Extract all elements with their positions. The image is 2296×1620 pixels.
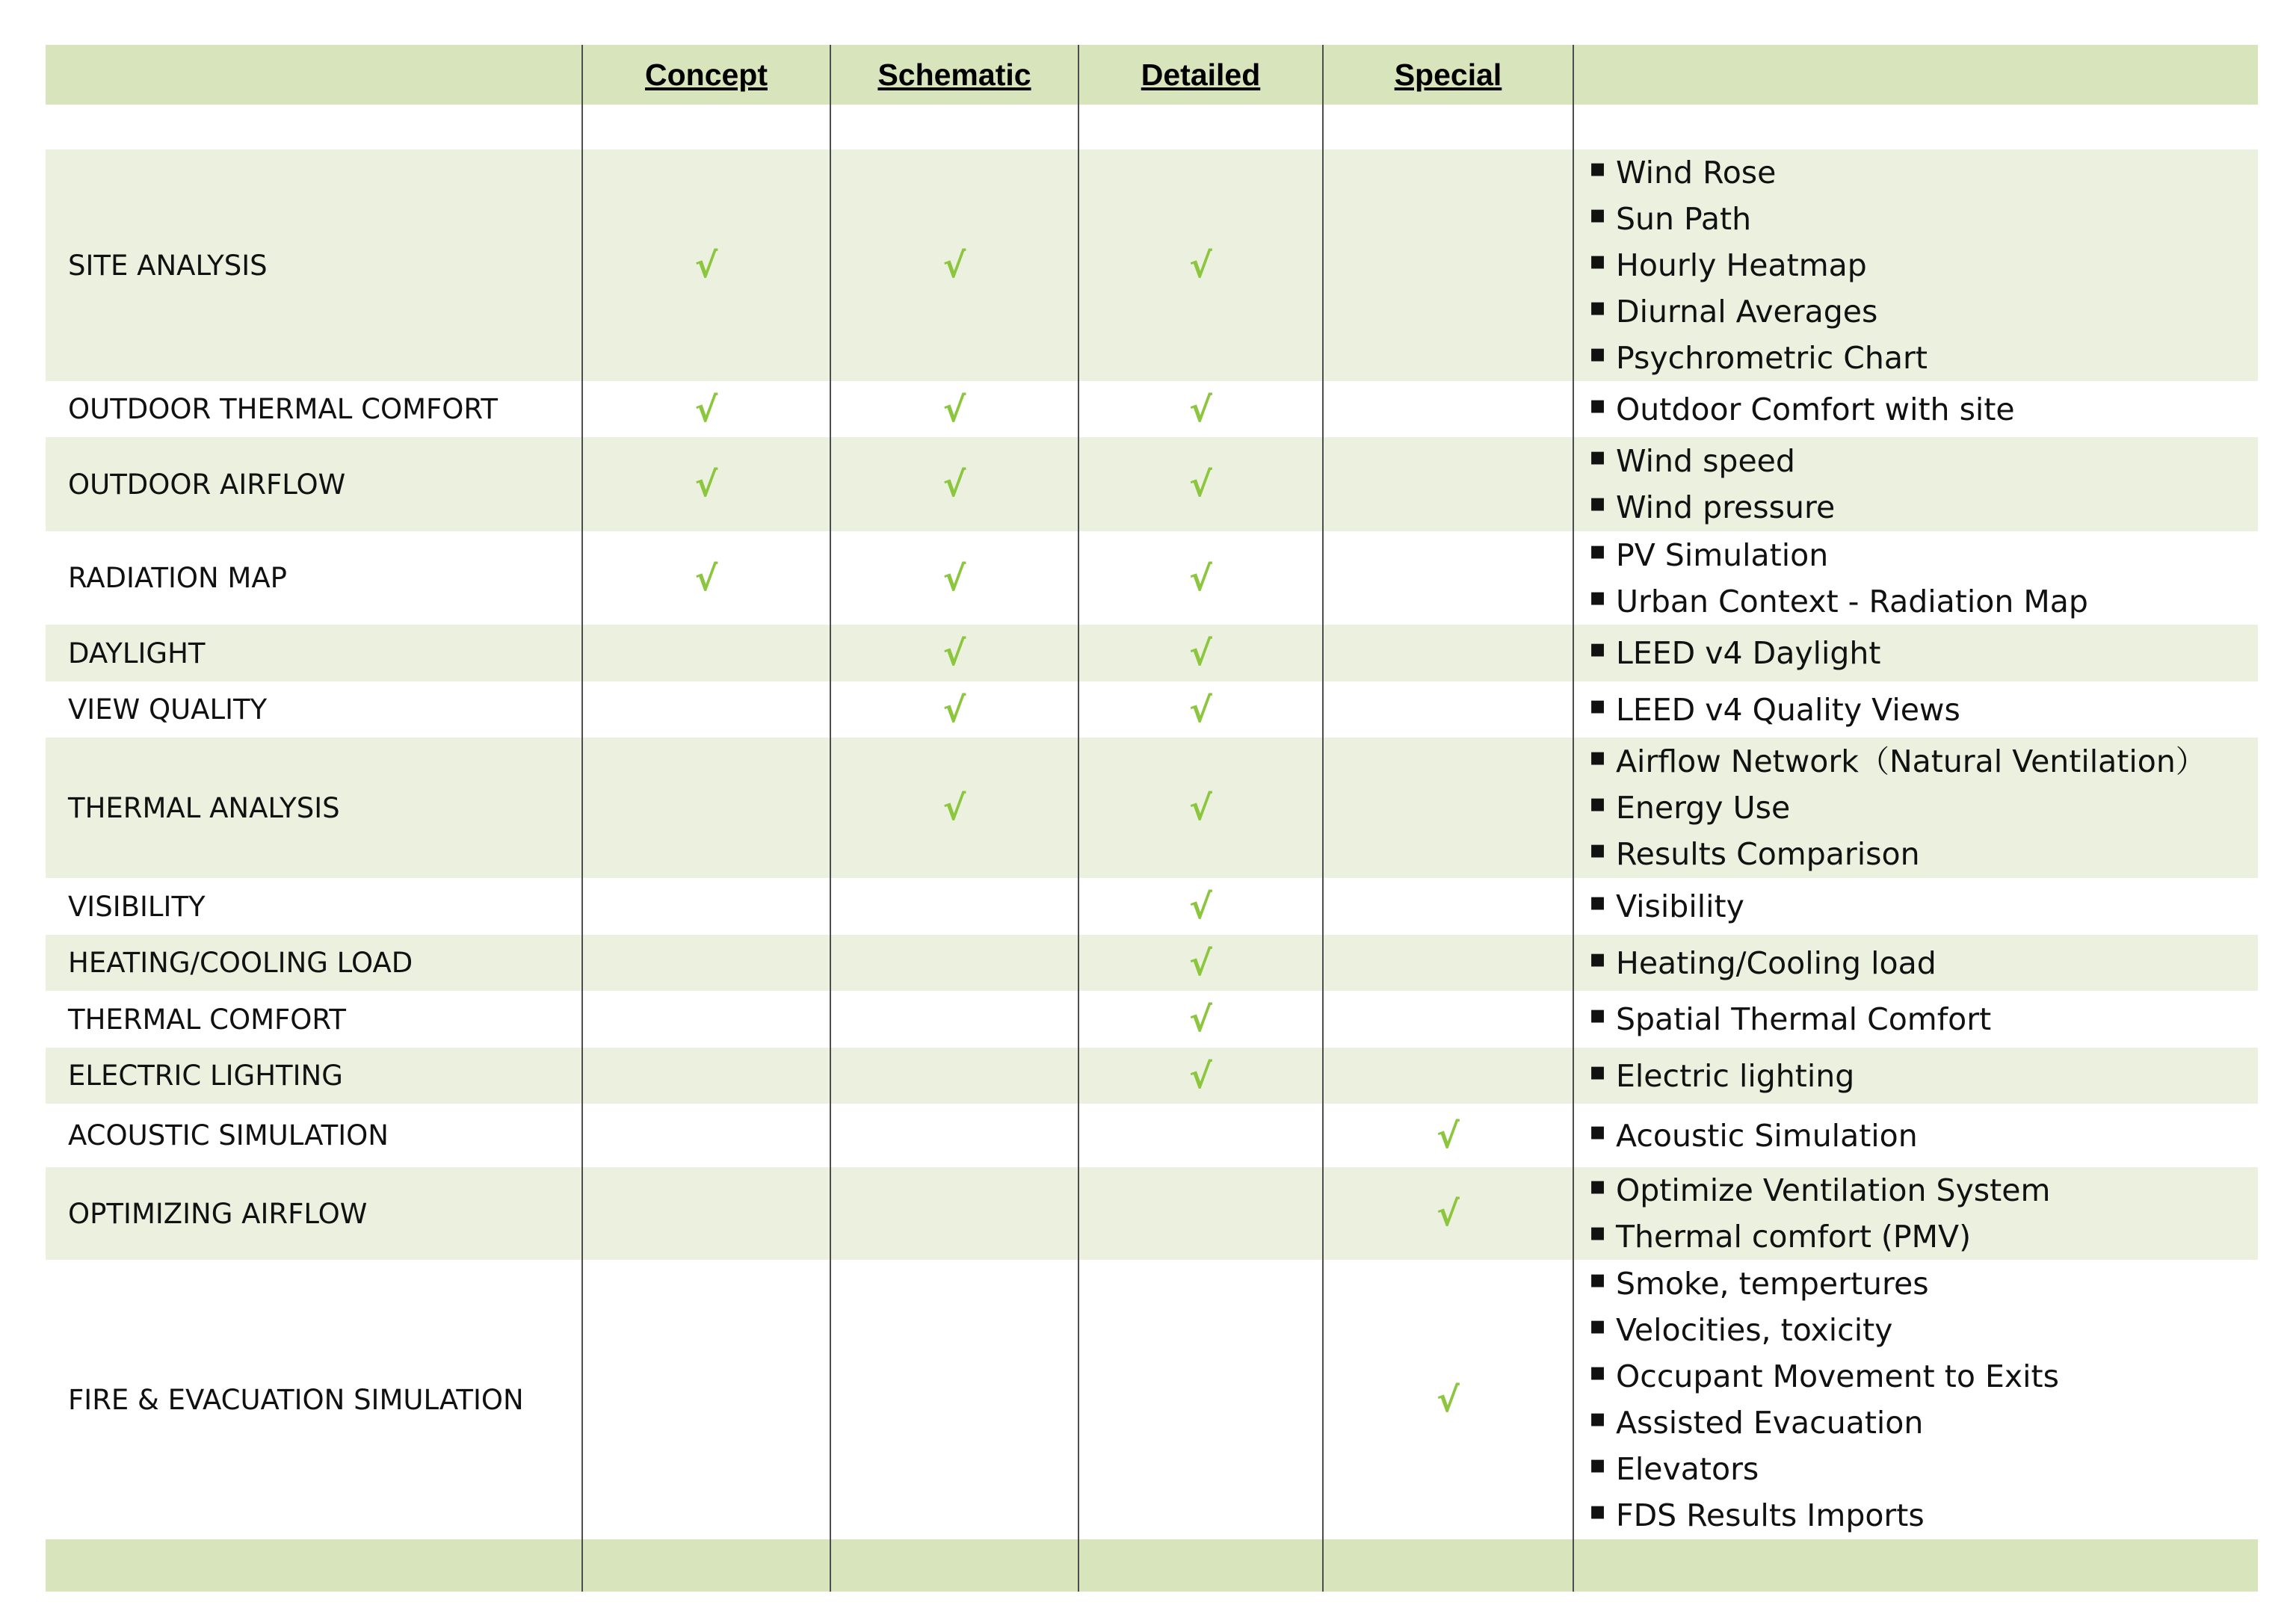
bullet-icon: ▪ xyxy=(1589,200,1607,229)
stage-cell-schematic xyxy=(830,1167,1078,1260)
header-tools xyxy=(1573,45,2258,105)
table-row xyxy=(46,149,2258,381)
table-row xyxy=(46,878,2258,935)
tools-cell xyxy=(1573,738,2258,878)
tool-item xyxy=(1589,196,2258,242)
tool-item xyxy=(1589,1400,2258,1446)
tool-label: Visibility xyxy=(1616,888,1744,924)
tool-item xyxy=(1589,1492,2258,1539)
checkmark-icon: √ xyxy=(1189,557,1212,599)
tool-item xyxy=(1589,288,2258,335)
checkmark-icon: √ xyxy=(942,633,966,673)
stage-cell-special xyxy=(1323,149,1573,381)
footer-cell xyxy=(1323,1539,1573,1592)
tool-label: Energy Use xyxy=(1616,790,1791,826)
stage-cell-detailed xyxy=(1078,681,1323,738)
tool-label: Velocities, toxicity xyxy=(1616,1312,1893,1348)
tool-label: Outdoor Comfort with site xyxy=(1616,391,2015,427)
stage-cell-concept xyxy=(582,625,830,681)
stage-cell-schematic xyxy=(830,1260,1078,1539)
analysis-name: OPTIMIZING AIRFLOW xyxy=(68,1197,368,1230)
stage-cell-schematic xyxy=(830,531,1078,625)
tool-item xyxy=(1589,1167,2258,1214)
checkmark-icon: √ xyxy=(1189,886,1212,927)
tool-label: Acoustic Simulation xyxy=(1616,1117,1918,1154)
stage-cell-schematic xyxy=(830,437,1078,531)
stage-cell-special xyxy=(1323,1048,1573,1104)
analysis-name: DAYLIGHT xyxy=(68,637,206,670)
stage-cell-schematic xyxy=(830,149,1078,381)
stage-cell-schematic xyxy=(830,625,1078,681)
table-row xyxy=(46,625,2258,681)
checkmark-icon: √ xyxy=(942,788,966,828)
bullet-icon: ▪ xyxy=(1589,389,1607,420)
spacer-cell xyxy=(1323,105,1573,149)
stage-cell-schematic xyxy=(830,381,1078,437)
bullet-icon: ▪ xyxy=(1589,1450,1607,1480)
stage-cell-concept xyxy=(582,1048,830,1104)
checkmark-icon: √ xyxy=(942,464,966,504)
spacer-cell xyxy=(1573,105,2258,149)
bullet-icon: ▪ xyxy=(1589,535,1607,566)
tools-cell xyxy=(1573,437,2258,531)
bullet-icon: ▪ xyxy=(1589,1357,1607,1387)
checkmark-icon: √ xyxy=(694,245,718,285)
footer-cell xyxy=(1573,1539,2258,1592)
tool-label: Wind speed xyxy=(1616,443,1795,479)
table-row xyxy=(46,1260,2258,1539)
stage-cell-special xyxy=(1323,1260,1573,1539)
tool-label: Heating/Cooling load xyxy=(1616,945,1937,981)
tools-cell xyxy=(1573,1048,2258,1104)
stage-cell-special xyxy=(1323,878,1573,935)
stage-cell-special xyxy=(1323,531,1573,625)
stage-cell-schematic xyxy=(830,878,1078,935)
checkmark-icon: √ xyxy=(1189,689,1212,730)
tool-label: Smoke, tempertures xyxy=(1616,1266,1929,1302)
tools-cell xyxy=(1573,681,2258,738)
stage-cell-detailed xyxy=(1078,935,1323,991)
stage-cell-schematic xyxy=(830,681,1078,738)
tool-item xyxy=(1589,996,2258,1042)
stage-cell-concept xyxy=(582,935,830,991)
footer-row xyxy=(46,1539,2258,1592)
stage-cell-detailed xyxy=(1078,991,1323,1048)
bullet-icon: ▪ xyxy=(1589,1000,1607,1030)
tools-cell xyxy=(1573,149,2258,381)
stage-cell-schematic xyxy=(830,935,1078,991)
stage-cell-special xyxy=(1323,991,1573,1048)
tools-cell xyxy=(1573,531,2258,625)
stage-cell-concept xyxy=(582,149,830,381)
bullet-icon: ▪ xyxy=(1589,581,1607,612)
tool-item xyxy=(1589,738,2258,785)
bullet-icon: ▪ xyxy=(1589,1217,1607,1247)
stage-cell-concept xyxy=(582,1260,830,1539)
analysis-name: HEATING/COOLING LOAD xyxy=(68,947,413,979)
tool-label: Psychrometric Chart xyxy=(1616,340,1928,376)
analysis-name: SITE ANALYSIS xyxy=(68,249,268,282)
tools-cell xyxy=(1573,991,2258,1048)
analysis-name: OUTDOOR THERMAL COMFORT xyxy=(68,393,499,425)
stage-cell-schematic xyxy=(830,1048,1078,1104)
tool-item xyxy=(1589,1446,2258,1492)
stage-cell-concept xyxy=(582,1167,830,1260)
tools-cell xyxy=(1573,1167,2258,1260)
bullet-icon: ▪ xyxy=(1589,1056,1607,1086)
bullet-icon: ▪ xyxy=(1589,338,1607,368)
table-row xyxy=(46,531,2258,625)
table-row xyxy=(46,437,2258,531)
analysis-name: VISIBILITY xyxy=(68,890,206,923)
tool-label: Optimize Ventilation System xyxy=(1616,1172,2051,1208)
stage-cell-concept xyxy=(582,878,830,935)
footer-cell xyxy=(582,1539,830,1592)
table-row xyxy=(46,1104,2258,1167)
stage-cell-detailed xyxy=(1078,1104,1323,1167)
tool-label: PV Simulation xyxy=(1616,537,1829,573)
tool-label: Sun Path xyxy=(1616,201,1752,237)
checkmark-icon: √ xyxy=(1436,1379,1460,1420)
bullet-icon: ▪ xyxy=(1589,1311,1607,1341)
checkmark-icon: √ xyxy=(942,557,966,599)
bullet-icon: ▪ xyxy=(1589,1496,1607,1526)
checkmark-icon: √ xyxy=(1189,1055,1212,1096)
bullet-icon: ▪ xyxy=(1589,634,1607,664)
stage-cell-concept xyxy=(582,437,830,531)
spacer-row xyxy=(46,105,2258,149)
stage-cell-detailed xyxy=(1078,878,1323,935)
tool-item xyxy=(1589,578,2258,625)
footer-cell xyxy=(46,1539,582,1592)
stage-cell-special xyxy=(1323,738,1573,878)
tool-item xyxy=(1589,532,2258,578)
stage-cell-concept xyxy=(582,531,830,625)
footer-cell xyxy=(830,1539,1078,1592)
stage-cell-special xyxy=(1323,1167,1573,1260)
stage-cell-concept xyxy=(582,681,830,738)
stage-cell-special xyxy=(1323,381,1573,437)
tool-label: LEED v4 Quality Views xyxy=(1616,691,1960,728)
spacer-cell xyxy=(582,105,830,149)
table-row xyxy=(46,738,2258,878)
bullet-icon: ▪ xyxy=(1589,292,1607,322)
tool-label: LEED v4 Daylight xyxy=(1616,635,1881,671)
tool-item xyxy=(1589,438,2258,484)
stage-cell-special xyxy=(1323,625,1573,681)
stage-cell-concept xyxy=(582,381,830,437)
tools-cell xyxy=(1573,878,2258,935)
tools-cell xyxy=(1573,625,2258,681)
tool-label: Elevators xyxy=(1616,1451,1759,1487)
checkmark-icon: √ xyxy=(942,245,966,285)
stage-cell-detailed xyxy=(1078,1048,1323,1104)
analysis-name: RADIATION MAP xyxy=(68,562,287,594)
tool-item xyxy=(1589,1353,2258,1400)
bullet-icon: ▪ xyxy=(1589,488,1607,518)
bullet-icon: ▪ xyxy=(1589,690,1607,720)
tool-item xyxy=(1589,1261,2258,1307)
checkmark-icon: √ xyxy=(1189,464,1212,504)
tool-label: Wind Rose xyxy=(1616,155,1777,191)
analysis-matrix-table xyxy=(46,45,2258,1592)
stage-cell-concept xyxy=(582,1104,830,1167)
bullet-icon: ▪ xyxy=(1589,1403,1607,1433)
analysis-name: THERMAL COMFORT xyxy=(68,1003,347,1036)
checkmark-icon: √ xyxy=(1189,633,1212,673)
tool-label: Assisted Evacuation xyxy=(1616,1405,1924,1441)
checkmark-icon: √ xyxy=(694,464,718,504)
stage-cell-concept xyxy=(582,991,830,1048)
tools-cell xyxy=(1573,1260,2258,1539)
tools-cell xyxy=(1573,935,2258,991)
bullet-icon: ▪ xyxy=(1589,246,1607,276)
tool-item xyxy=(1589,149,2258,196)
header-row xyxy=(46,45,2258,105)
tool-label: Spatial Thermal Comfort xyxy=(1616,1001,1992,1037)
stage-cell-detailed xyxy=(1078,531,1323,625)
header-special: Special xyxy=(1323,45,1573,105)
table-row xyxy=(46,681,2258,738)
tool-label: Wind pressure xyxy=(1616,489,1836,525)
tool-label: Thermal comfort (PMV) xyxy=(1616,1219,1972,1255)
tool-label: Diurnal Averages xyxy=(1616,294,1878,330)
tool-label: FDS Results Imports xyxy=(1616,1497,1925,1533)
stage-cell-detailed xyxy=(1078,437,1323,531)
stage-cell-detailed xyxy=(1078,625,1323,681)
spacer-cell xyxy=(46,105,582,149)
stage-cell-detailed xyxy=(1078,381,1323,437)
table-row xyxy=(46,381,2258,437)
footer-cell xyxy=(1078,1539,1323,1592)
checkmark-icon: √ xyxy=(694,557,718,599)
stage-cell-schematic xyxy=(830,1104,1078,1167)
tool-item xyxy=(1589,386,2258,433)
bullet-icon: ▪ xyxy=(1589,835,1607,865)
table-row xyxy=(46,1167,2258,1260)
tool-item xyxy=(1589,484,2258,531)
tool-item xyxy=(1589,883,2258,930)
stage-cell-schematic xyxy=(830,991,1078,1048)
header-schematic: Schematic xyxy=(830,45,1078,105)
analysis-name: ELECTRIC LIGHTING xyxy=(68,1060,343,1092)
checkmark-icon: √ xyxy=(694,389,718,430)
tool-item xyxy=(1589,242,2258,288)
checkmark-icon: √ xyxy=(1189,999,1212,1039)
bullet-icon: ▪ xyxy=(1589,788,1607,818)
tool-item xyxy=(1589,630,2258,676)
tools-cell xyxy=(1573,381,2258,437)
table-body xyxy=(46,149,2258,1539)
stage-cell-concept xyxy=(582,738,830,878)
tool-item xyxy=(1589,940,2258,986)
analysis-name: OUTDOOR AIRFLOW xyxy=(68,468,346,501)
table-row xyxy=(46,935,2258,991)
tool-label: Electric lighting xyxy=(1616,1057,1855,1094)
analysis-name: ACOUSTIC SIMULATION xyxy=(68,1119,389,1151)
stage-cell-schematic xyxy=(830,738,1078,878)
stage-cell-special xyxy=(1323,935,1573,991)
tool-item xyxy=(1589,1214,2258,1260)
bullet-icon: ▪ xyxy=(1589,1116,1607,1146)
tool-label: Occupant Movement to Exits xyxy=(1616,1358,2059,1394)
checkmark-icon: √ xyxy=(1189,942,1212,983)
checkmark-icon: √ xyxy=(942,389,966,430)
bullet-icon: ▪ xyxy=(1589,1171,1607,1201)
bullet-icon: ▪ xyxy=(1589,887,1607,917)
checkmark-icon: √ xyxy=(1436,1193,1460,1234)
analysis-name: FIRE & EVACUATION SIMULATION xyxy=(68,1383,524,1416)
tools-cell xyxy=(1573,1104,2258,1167)
tool-label: Urban Context - Radiation Map xyxy=(1616,583,2088,619)
stage-cell-special xyxy=(1323,1104,1573,1167)
stage-cell-detailed xyxy=(1078,1167,1323,1260)
tool-item xyxy=(1589,1113,2258,1159)
stage-cell-detailed xyxy=(1078,149,1323,381)
tool-label: Hourly Heatmap xyxy=(1616,247,1867,283)
bullet-icon: ▪ xyxy=(1589,153,1607,183)
checkmark-icon: √ xyxy=(1436,1115,1460,1156)
stage-cell-detailed xyxy=(1078,1260,1323,1539)
table-row xyxy=(46,991,2258,1048)
tool-item xyxy=(1589,785,2258,831)
tool-label: Airflow Network（Natural Ventilation） xyxy=(1616,743,2206,779)
table-row xyxy=(46,1048,2258,1104)
stage-cell-special xyxy=(1323,437,1573,531)
stage-cell-special xyxy=(1323,681,1573,738)
header-detailed: Detailed xyxy=(1078,45,1323,105)
header-concept: Concept xyxy=(582,45,830,105)
header-blank xyxy=(46,45,582,105)
analysis-name: VIEW QUALITY xyxy=(68,693,268,726)
tool-item xyxy=(1589,687,2258,733)
bullet-icon: ▪ xyxy=(1589,1264,1607,1294)
spacer-cell xyxy=(830,105,1078,149)
spacer-cell xyxy=(1078,105,1323,149)
bullet-icon: ▪ xyxy=(1589,742,1607,772)
checkmark-icon: √ xyxy=(1189,788,1212,828)
checkmark-icon: √ xyxy=(1189,245,1212,285)
tool-item xyxy=(1589,831,2258,877)
stage-cell-detailed xyxy=(1078,738,1323,878)
tool-label: Results Comparison xyxy=(1616,836,1920,872)
tool-item xyxy=(1589,1053,2258,1099)
bullet-icon: ▪ xyxy=(1589,442,1607,472)
tool-item xyxy=(1589,1307,2258,1353)
checkmark-icon: √ xyxy=(942,689,966,730)
analysis-name: THERMAL ANALYSIS xyxy=(68,791,340,824)
bullet-icon: ▪ xyxy=(1589,943,1607,974)
tool-item xyxy=(1589,335,2258,381)
checkmark-icon: √ xyxy=(1189,389,1212,430)
